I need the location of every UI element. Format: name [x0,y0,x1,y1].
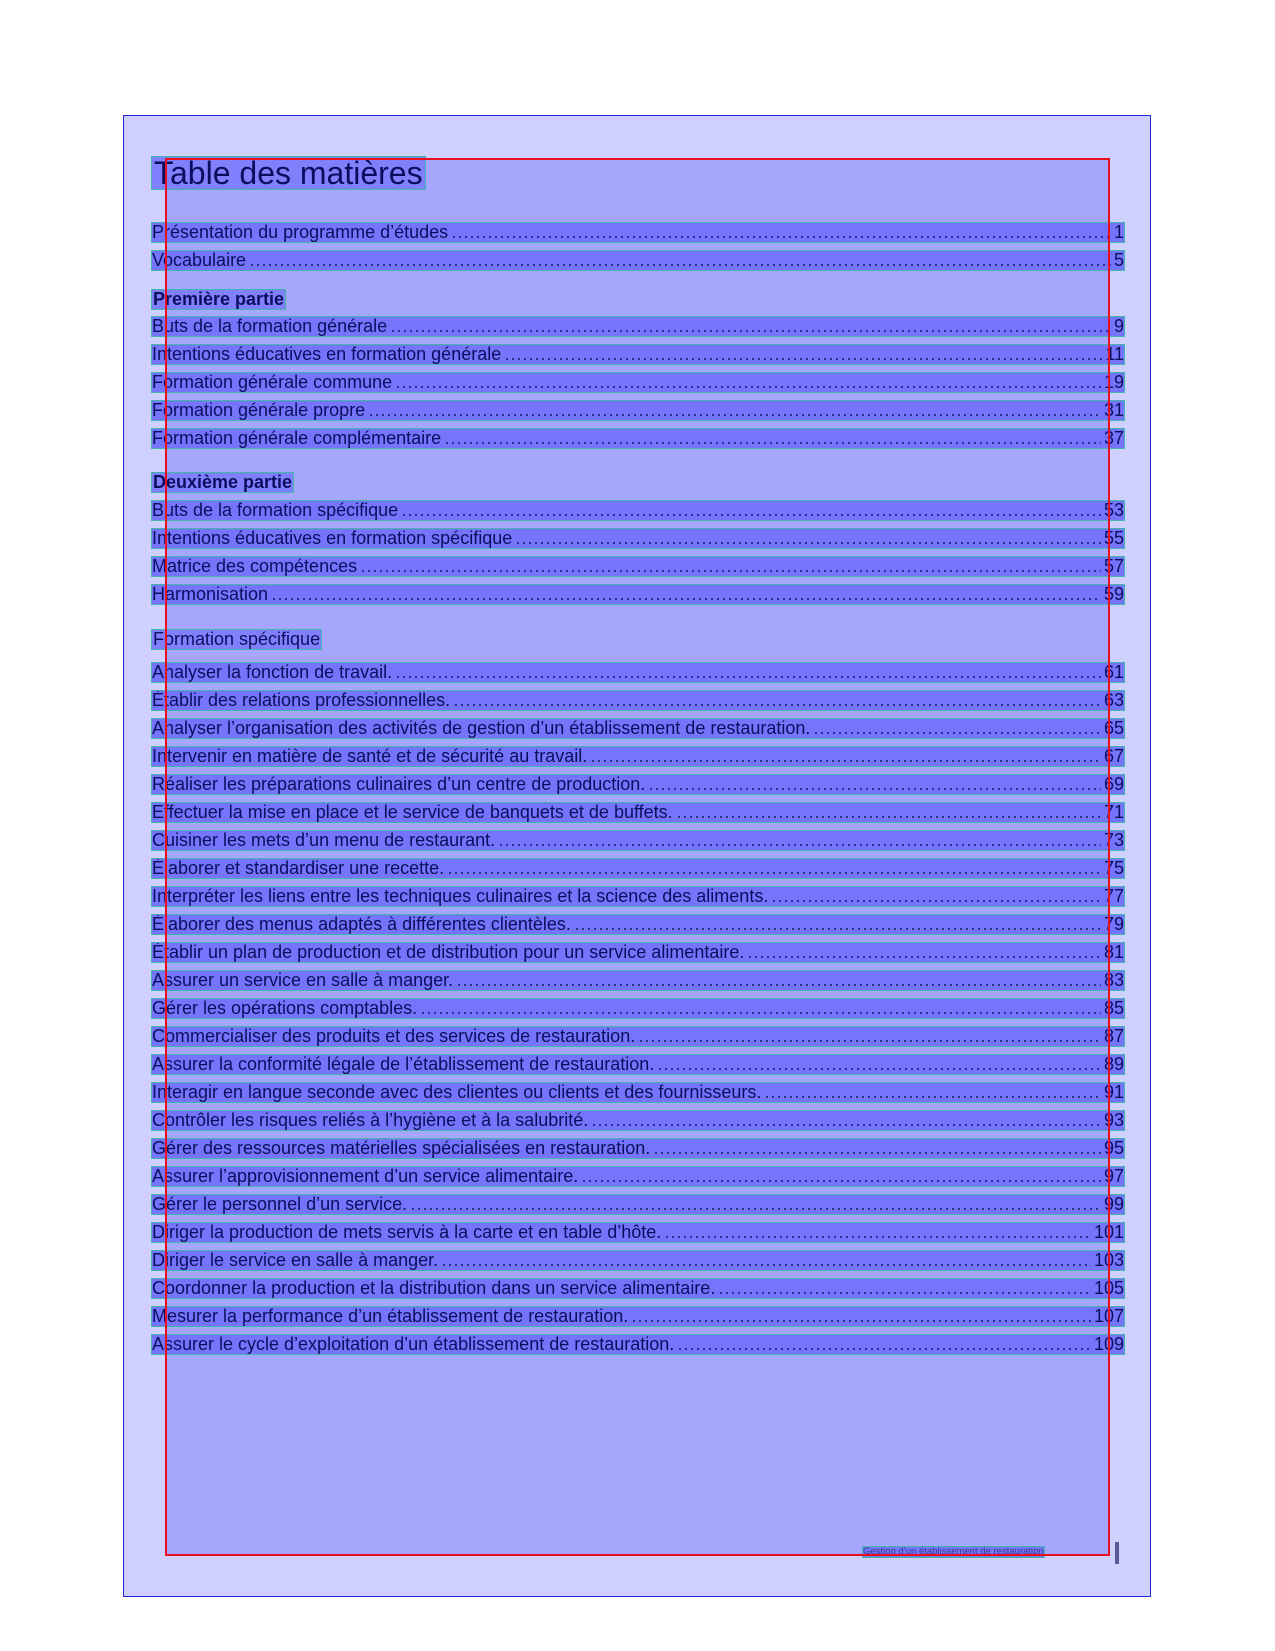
toc-page-number: 5 [1113,251,1124,270]
toc-row[interactable] [152,1307,1124,1326]
toc-page-number: 53 [1103,501,1124,520]
toc-page-number: 95 [1103,1139,1124,1158]
dot-leader [395,386,1101,388]
toc-label: Coordonner la production et la distribution dans un service alimentaire. [152,1279,716,1298]
toc-page-number: 65 [1103,719,1124,738]
dot-leader [676,816,1101,818]
toc-page-number: 109 [1093,1335,1124,1354]
toc-page-number: 105 [1093,1279,1124,1298]
toc-row[interactable] [152,775,1124,794]
toc-row[interactable] [152,529,1124,548]
section-heading-part1: Première partie [153,289,285,309]
toc-label: Vocabulaire [152,251,247,270]
toc-label: Présentation du programme d’études [152,223,449,242]
toc-page-number: 37 [1103,429,1124,448]
dot-leader [368,414,1101,416]
toc-label: Contrôler les risques reliés à l’hygiène et à la salubrité. [152,1111,589,1130]
toc-label: Assurer un service en salle à manger. [152,971,454,990]
toc-row[interactable] [152,1027,1124,1046]
toc-row[interactable] [152,691,1124,710]
dot-leader [664,1236,1091,1238]
dot-leader [653,1152,1101,1154]
toc-row-vocabulaire[interactable] [152,251,1124,270]
toc-row[interactable] [152,1223,1124,1242]
toc-row[interactable] [152,345,1124,364]
toc-page-number: 61 [1103,663,1124,682]
dot-leader [657,1068,1101,1070]
toc-row[interactable] [152,401,1124,420]
toc-page-number: 101 [1093,1223,1124,1242]
dot-leader [504,358,1102,360]
dot-leader [515,542,1101,544]
toc-row[interactable] [152,557,1124,576]
dot-leader [395,676,1101,678]
toc-row[interactable] [152,1139,1124,1158]
dot-leader [631,1320,1091,1322]
dot-leader [447,872,1101,874]
toc-row[interactable] [152,1111,1124,1130]
toc-row[interactable] [152,719,1124,738]
toc-page-number: 75 [1103,859,1124,878]
dot-leader [648,788,1101,790]
footer-marker [1115,1542,1119,1564]
dot-leader [677,1348,1091,1350]
toc-page-number: 77 [1103,887,1124,906]
toc-page-number: 31 [1103,401,1124,420]
toc-label: Intervenir en matière de santé et de sécurité au travail. [152,747,588,766]
toc-label: Intentions éducatives en formation générale [152,345,502,364]
dot-leader [591,1124,1101,1126]
toc-page-number: 63 [1103,691,1124,710]
toc-page-number: 89 [1103,1055,1124,1074]
toc-label: Formation générale commune [152,373,393,392]
toc-page-number: 9 [1113,317,1124,336]
toc-row[interactable] [152,887,1124,906]
toc-row[interactable] [152,1083,1124,1102]
dot-leader [451,236,1111,238]
toc-row[interactable] [152,1055,1124,1074]
dot-leader [444,442,1101,444]
toc-label: Gérer les opérations comptables. [152,999,418,1018]
toc-label: Élaborer et standardiser une recette. [152,859,445,878]
dot-leader [638,1040,1101,1042]
toc-page-number: 103 [1093,1251,1124,1270]
dot-leader [453,704,1101,706]
toc-label: Interagir en langue seconde avec des clientes ou clients et des fournisseurs. [152,1083,762,1102]
toc-label: Cuisiner les mets d’un menu de restaurant. [152,831,496,850]
toc-page-number: 93 [1103,1111,1124,1130]
toc-label: Commercialiser des produits et des services de restauration. [152,1027,636,1046]
toc-row[interactable] [152,501,1124,520]
toc-row-presentation[interactable] [152,223,1124,242]
toc-row[interactable] [152,747,1124,766]
toc-page-number: 59 [1103,585,1124,604]
dot-leader [498,844,1101,846]
dot-leader [441,1264,1091,1266]
dot-leader [771,900,1101,902]
toc-label: Effectuer la mise en place et le service de banquets et de buffets. [152,803,673,822]
toc-label: Buts de la formation générale [152,317,388,336]
toc-label: Matrice des compétences [152,557,358,576]
toc-page-number: 1 [1113,223,1124,242]
toc-label: Buts de la formation spécifique [152,501,399,520]
toc-page-number: 57 [1103,557,1124,576]
toc-label: Assurer la conformité légale de l’établissement de restauration. [152,1055,655,1074]
toc-row[interactable] [152,1195,1124,1214]
toc-label: Formation générale complémentaire [152,429,442,448]
dot-leader [456,984,1101,986]
toc-label: Interpréter les liens entre les techniques culinaires et la science des aliments. [152,887,769,906]
dot-leader [764,1096,1101,1098]
toc-page-number: 55 [1103,529,1124,548]
page-title: Table des matières [154,155,423,191]
toc-row[interactable] [152,859,1124,878]
toc-row[interactable] [152,373,1124,392]
toc-page-number: 19 [1103,373,1124,392]
toc-row[interactable] [152,831,1124,850]
toc-row[interactable] [152,915,1124,934]
toc-row[interactable] [152,1251,1124,1270]
toc-page-number: 67 [1103,747,1124,766]
toc-row[interactable] [152,1279,1124,1298]
toc-page-number: 81 [1103,943,1124,962]
toc-label: Élaborer des menus adaptés à différentes clientèles. [152,915,571,934]
toc-page-number: 83 [1103,971,1124,990]
footer-running-title: Gestion d’un établissement de restauration [863,1546,1044,1557]
toc-row[interactable] [152,943,1124,962]
dot-leader [718,1292,1091,1294]
toc-page-number: 69 [1103,775,1124,794]
toc-page-number: 73 [1103,831,1124,850]
toc-page-number: 99 [1103,1195,1124,1214]
toc-row[interactable] [152,429,1124,448]
section-heading-specific: Formation spécifique [153,629,321,649]
dot-leader [590,760,1101,762]
toc-label: Analyser l’organisation des activités de gestion d’un établissement de restauration. [152,719,811,738]
toc-label: Diriger le service en salle à manger. [152,1251,439,1270]
toc-page-number: 71 [1103,803,1124,822]
toc-row[interactable] [152,1335,1124,1354]
toc-label: Harmonisation [152,585,269,604]
toc-page-number: 107 [1093,1307,1124,1326]
toc-page-number: 97 [1103,1167,1124,1186]
toc-label: Analyser la fonction de travail. [152,663,393,682]
toc-label: Mesurer la performance d’un établissement de restauration. [152,1307,629,1326]
dot-leader [360,570,1101,572]
toc-label: Diriger la production de mets servis à la carte et en table d’hôte. [152,1223,662,1242]
toc-page-number: 91 [1103,1083,1124,1102]
toc-label: Intentions éducatives en formation spécifique [152,529,513,548]
dot-leader [420,1012,1101,1014]
toc-page-number: 85 [1103,999,1124,1018]
dot-leader [249,264,1111,266]
dot-leader [747,956,1101,958]
toc-row[interactable] [152,971,1124,990]
toc-row[interactable] [152,1167,1124,1186]
toc-label: Gérer le personnel d’un service. [152,1195,408,1214]
toc-row[interactable] [152,317,1124,336]
dot-leader [401,514,1101,516]
toc-label: Réaliser les préparations culinaires d’un centre de production. [152,775,646,794]
dot-leader [271,598,1101,600]
dot-leader [813,732,1101,734]
toc-label: Gérer des ressources matérielles spécialisées en restauration. [152,1139,651,1158]
dot-leader [574,928,1101,930]
toc-label: Formation générale propre [152,401,366,420]
toc-label: Assurer le cycle d’exploitation d’un établissement de restauration. [152,1335,675,1354]
toc-row[interactable] [152,803,1124,822]
toc-row[interactable] [152,585,1124,604]
dot-leader [410,1208,1101,1210]
toc-row[interactable] [152,999,1124,1018]
page-outline [123,115,1151,1597]
toc-page-number: 11 [1105,345,1124,364]
toc-label: Assurer l’approvisionnement d’un service alimentaire. [152,1167,579,1186]
toc-page-number: 79 [1103,915,1124,934]
toc-row[interactable] [152,663,1124,682]
section-heading-part2: Deuxième partie [153,472,293,492]
toc-label: Établir un plan de production et de distribution pour un service alimentaire. [152,943,745,962]
dot-leader [390,330,1111,332]
toc-label: Établir des relations professionnelles. [152,691,451,710]
toc-page-number: 87 [1103,1027,1124,1046]
dot-leader [581,1180,1101,1182]
